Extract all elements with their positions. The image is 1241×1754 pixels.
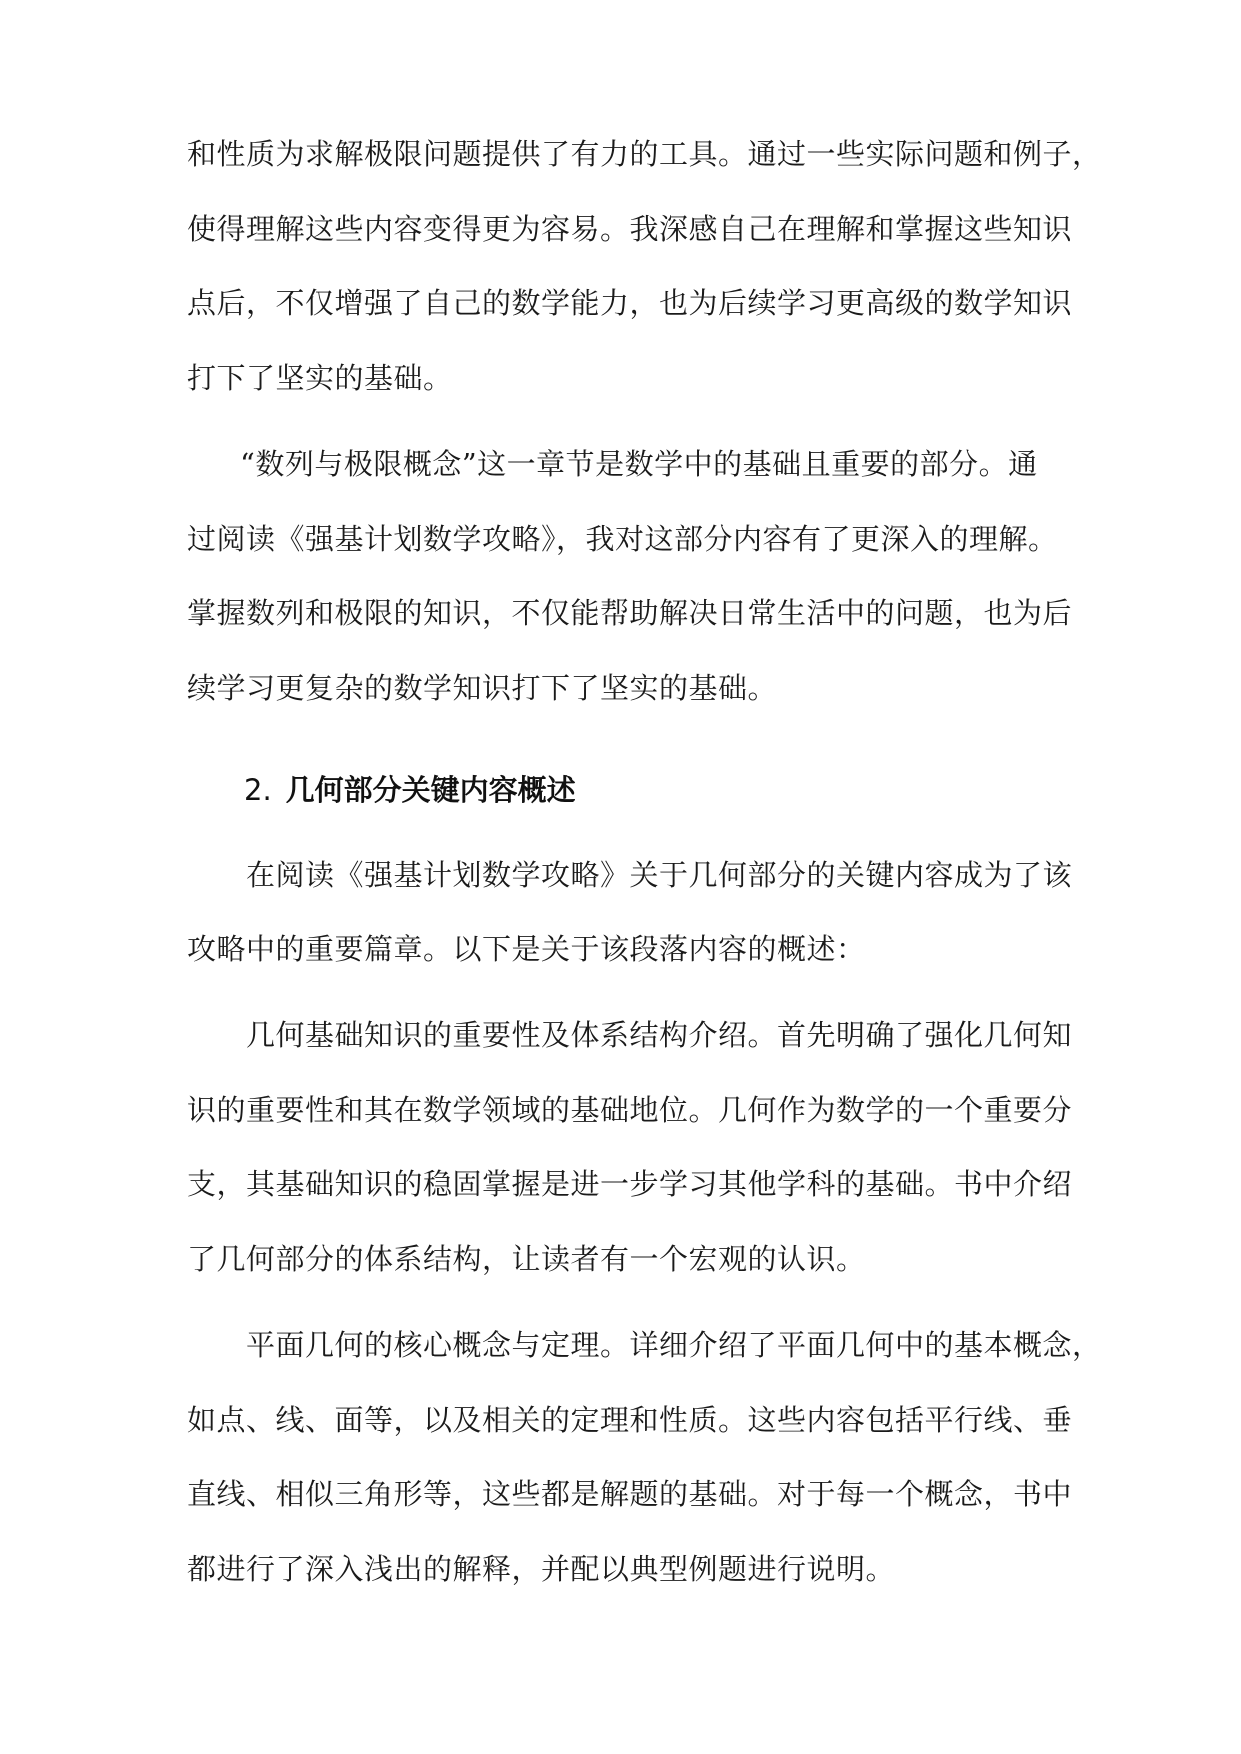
- paragraph-line: 几何基础知识的重要性及体系结构介绍。首先明确了强化几何知: [246, 1018, 1073, 1052]
- paragraph-line: 过阅读《强基计划数学攻略》，我对这部分内容有了更深入的理解。: [187, 522, 1058, 556]
- paragraph-line: 和性质为求解极限问题提供了有力的工具。通过一些实际问题和例子，: [187, 137, 1102, 171]
- paragraph-line: 如点、线、面等，以及相关的定理和性质。这些内容包括平行线、垂: [187, 1403, 1073, 1437]
- paragraph-line: 攻略中的重要篇章。以下是关于该段落内容的概述：: [187, 932, 866, 966]
- section-number: 2.: [244, 773, 272, 807]
- section-heading: [244, 770, 576, 810]
- section-title: 几何部分关键内容概述: [285, 773, 576, 807]
- paragraph-line: “数列与极限概念”这一章节是数学中的基础且重要的部分。通: [240, 447, 1038, 481]
- paragraph-line: 在阅读《强基计划数学攻略》关于几何部分的关键内容成为了该: [246, 858, 1073, 892]
- paragraph-line: 都进行了深入浅出的解释，并配以典型例题进行说明。: [187, 1552, 896, 1586]
- paragraph-line: 支，其基础知识的稳固掌握是进一步学习其他学科的基础。书中介绍: [187, 1167, 1073, 1201]
- paragraph-line: 使得理解这些内容变得更为容易。我深感自己在理解和掌握这些知识: [187, 212, 1073, 246]
- paragraph-line: 直线、相似三角形等，这些都是解题的基础。对于每一个概念，书中: [187, 1477, 1073, 1511]
- paragraph-line: 续学习更复杂的数学知识打下了坚实的基础。: [187, 671, 778, 705]
- paragraph-line: 平面几何的核心概念与定理。详细介绍了平面几何中的基本概念，: [246, 1328, 1102, 1362]
- paragraph-line: 掌握数列和极限的知识，不仅能帮助解决日常生活中的问题，也为后: [187, 596, 1073, 630]
- paragraph-line: 点后，不仅增强了自己的数学能力，也为后续学习更高级的数学知识: [187, 286, 1073, 320]
- paragraph-line: 了几何部分的体系结构，让读者有一个宏观的认识。: [187, 1242, 866, 1276]
- paragraph-line: 打下了坚实的基础。: [187, 361, 453, 395]
- paragraph-line: 识的重要性和其在数学领域的基础地位。几何作为数学的一个重要分: [187, 1093, 1073, 1127]
